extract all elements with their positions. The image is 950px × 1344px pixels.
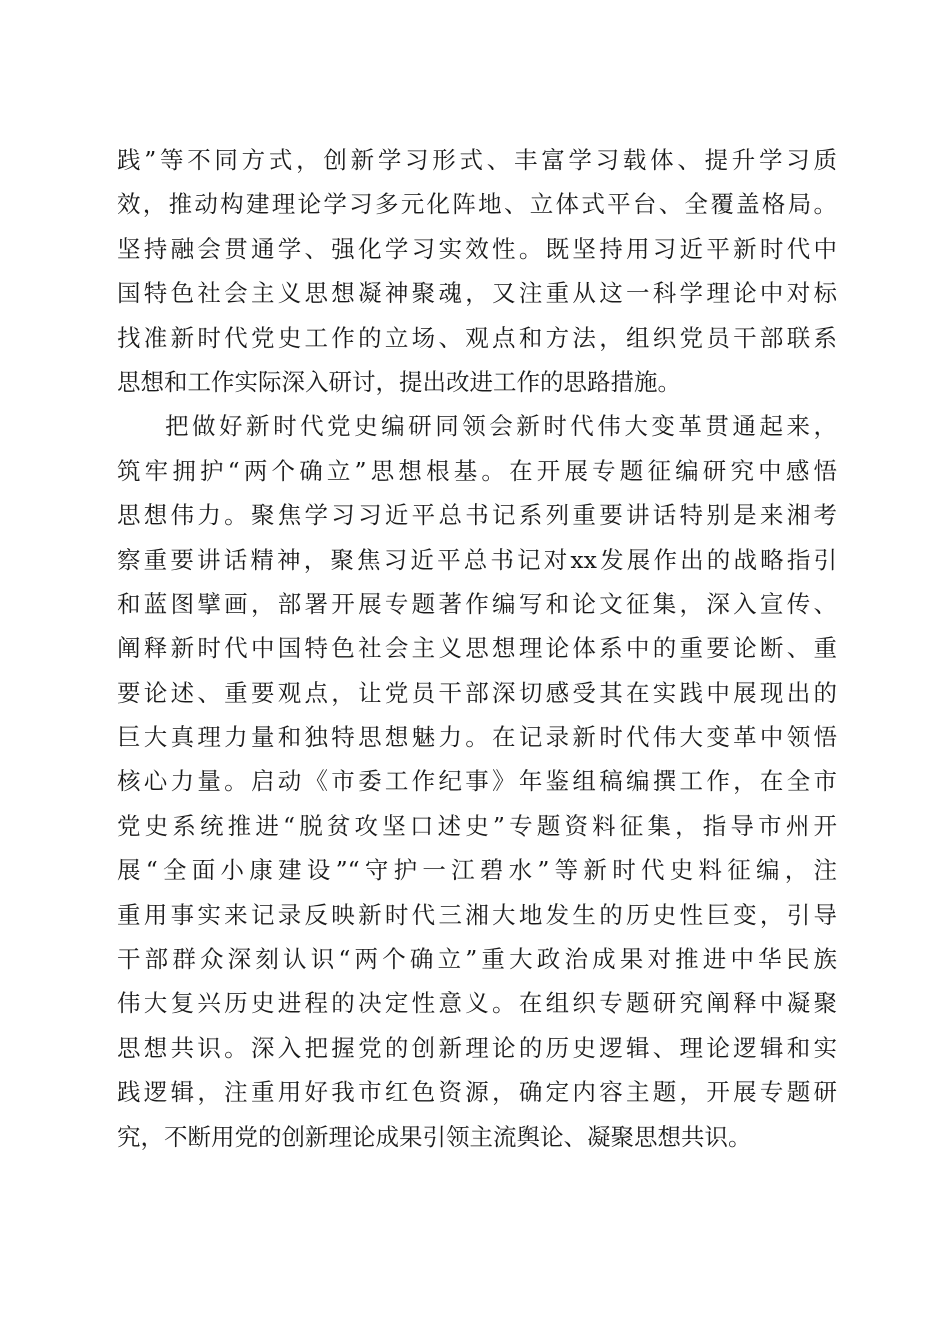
paragraph-2: [117, 404, 837, 1159]
text-line: 究，不断用党的创新理论成果引领主流舆论、凝聚思想共识。: [117, 1122, 752, 1151]
text-line: 要论述、重要观点，让党员干部深切感受其在实践中展现出的: [117, 678, 837, 707]
document-body: [117, 138, 837, 1159]
text-line: 找准新时代党史工作的立场、观点和方法，组织党员干部联系: [117, 323, 837, 352]
text-line: 察重要讲话精神，聚焦习近平总书记对xx发展作出的战略指引: [117, 545, 837, 574]
text-line: 践逻辑，注重用好我市红色资源，确定内容主题，开展专题研: [117, 1078, 837, 1107]
text-line: 和蓝图擘画，部署开展专题著作编写和论文征集，深入宣传、: [117, 589, 837, 618]
text-line: 筑牢拥护“两个确立”思想根基。在开展专题征编研究中感悟: [117, 456, 837, 485]
text-line: 重用事实来记录反映新时代三湘大地发生的历史性巨变，引导: [117, 900, 837, 929]
text-line: 践”等不同方式，创新学习形式、丰富学习载体、提升学习质: [117, 146, 837, 174]
text-line: 思想和工作实际深入研讨，提出改进工作的思路措施。: [117, 367, 681, 396]
text-line: 巨大真理力量和独特思想魅力。在记录新时代伟大变革中领悟: [117, 723, 837, 752]
text-line: 干部群众深刻认识“两个确立”重大政治成果对推进中华民族: [117, 945, 837, 974]
text-line: 把做好新时代党史编研同领会新时代伟大变革贯通起来，: [165, 412, 837, 441]
text-line: 阐释新时代中国特色社会主义思想理论体系中的重要论断、重: [117, 634, 837, 663]
text-line: 思想共识。深入把握党的创新理论的历史逻辑、理论逻辑和实: [117, 1033, 837, 1062]
text-line: 效，推动构建理论学习多元化阵地、立体式平台、全覆盖格局。: [117, 190, 837, 219]
text-line: 伟大复兴历史进程的决定性意义。在组织专题研究阐释中凝聚: [117, 989, 837, 1018]
text-line: 思想伟力。聚焦学习习近平总书记系列重要讲话特别是来湘考: [117, 501, 837, 530]
text-line: 核心力量。启动《市委工作纪事》年鉴组稿编撰工作，在全市: [117, 767, 837, 796]
text-line: 党史系统推进“脱贫攻坚口述史”专题资料征集，指导市州开: [117, 811, 837, 840]
text-line: 坚持融会贯通学、强化学习实效性。既坚持用习近平新时代中: [117, 234, 837, 263]
text-line: 国特色社会主义思想凝神聚魂，又注重从这一科学理论中对标: [117, 279, 837, 308]
text-line: 展“全面小康建设”“守护一江碧水”等新时代史料征编，注: [117, 856, 837, 885]
paragraph-1: [117, 138, 837, 404]
